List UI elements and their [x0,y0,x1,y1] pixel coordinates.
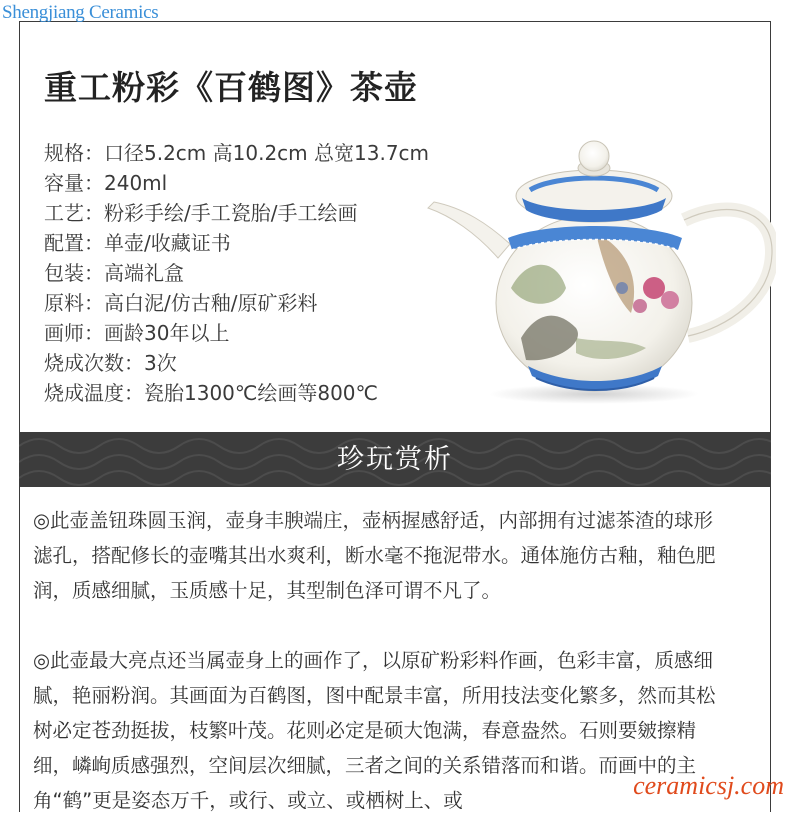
spec-label: 包装： [44,261,104,285]
teapot-image [426,138,776,406]
spec-row-craft [44,198,429,228]
watermark-top: Shengjiang Ceramics [2,2,159,23]
spec-label: 容量： [44,171,104,195]
spec-value: 高端礼盒 [104,261,184,285]
section-banner [19,432,771,487]
spec-label: 画师： [44,321,104,345]
spec-row-size [44,138,429,168]
spec-label: 规格： [44,141,104,165]
spec-value: 高白泥/仿古釉/原矿彩料 [104,291,318,315]
spec-value: 240ml [104,171,168,195]
description-paragraph-2: ◎此壶最大亮点还当属壶身上的画作了，以原矿粉彩料作画，色彩丰富，质感细腻，艳丽粉润。其画面为百鹤图，图中配景丰富，所用技法变化繁多，然而其松树必定苍劲挺拔，枝繁叶茂。花则必定是硕大饱满，春意盎然。石则要皴擦精细，嶙峋质感强烈，空间层次细腻，三者之间的关系错落而和谐。而画中的主角“鹤”更是姿态万千，或行、或立、或栖树上、或 [33,649,716,812]
spec-row-config [44,228,429,258]
spec-value: 单壶/收藏证书 [104,231,231,255]
spec-row-firings [44,348,429,378]
spec-row-capacity [44,168,429,198]
watermark-bottom: ceramicsj.com [633,771,784,800]
spec-row-material [44,288,429,318]
spec-value: 粉彩手绘/手工瓷胎/手工绘画 [104,201,358,225]
spec-value: 瓷胎1300℃绘画等800℃ [144,381,378,405]
spec-label: 烧成温度： [44,381,144,405]
spec-label: 工艺： [44,201,104,225]
spec-row-painter [44,318,429,348]
spec-label: 配置： [44,231,104,255]
spec-row-temperature [44,378,429,408]
spec-value: 口径5.2cm 高10.2cm 总宽13.7cm [104,141,430,165]
spec-value: 3次 [144,351,177,375]
spec-value: 画龄30年以上 [104,321,230,345]
page-title: 重工粉彩《百鹤图》茶壶 [44,68,418,107]
section-title: 珍玩赏析 [337,444,453,475]
spec-label: 原料： [44,291,104,315]
description-paragraph-1: ◎此壶盖钮珠圆玉润，壶身丰腴端庄，壶柄握感舒适，内部拥有过滤茶渣的球形滤孔，搭配修长的壶嘴其出水爽利，断水毫不拖泥带水。通体施仿古釉，釉色肥润，质感细腻，玉质感十足，其型制色泽可谓不凡了。 [33,509,716,602]
spec-list [44,138,429,408]
spec-label: 烧成次数： [44,351,144,375]
spec-row-package [44,258,429,288]
